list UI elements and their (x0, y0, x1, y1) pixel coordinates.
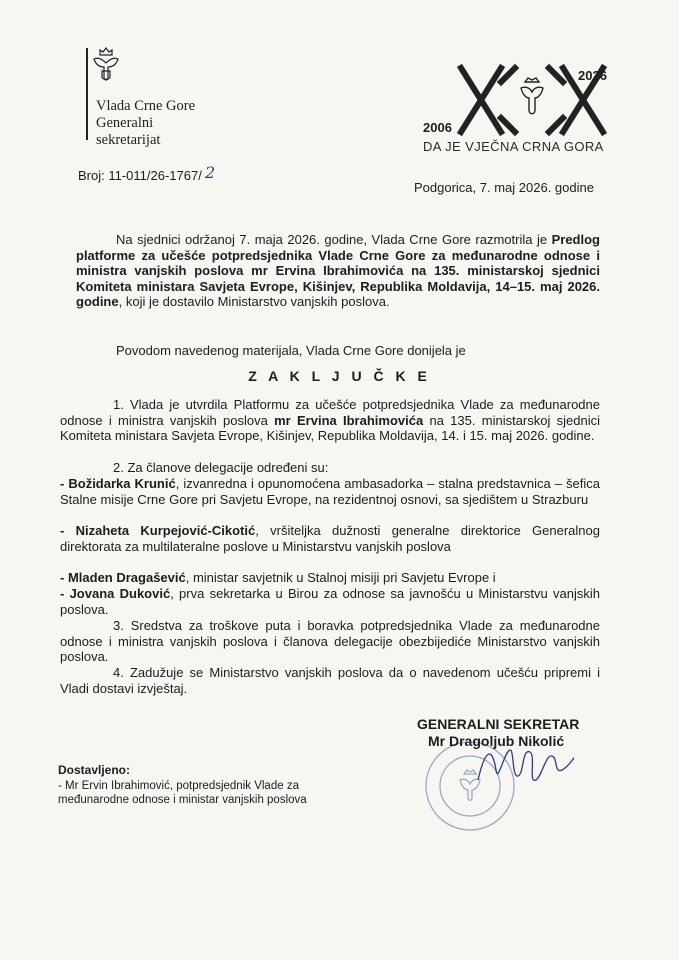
org-name-line2: Generalni (96, 115, 154, 131)
org-name-line3: sekretarijat (96, 132, 161, 148)
delegate-name: Nizaheta Kurpejović-Cikotić (75, 523, 256, 538)
intro-text-end: , koji je dostavilo Ministarstvo vanjskih poslova. (118, 294, 390, 310)
delegate-dash: - (60, 586, 70, 601)
conclusion-1-text-end: na 135. ministarskoj sjednici Komiteta ministara Savjeta Evrope, Kišinjev, Republika Moldavija, 14. i 15. maj 2026. godine. (60, 412, 600, 444)
delivery-recipient-line1: - Mr Ervin Ibrahimović, potpredsjednik Vlade za (58, 780, 299, 792)
delegate-description: , ministar savjetnik u Stalnoj misiji pri Savjetu Evrope i (185, 570, 496, 585)
signatory-title: GENERALNI SEKRETAR (417, 716, 580, 732)
logo-year-2006: 2006 (423, 120, 452, 135)
intro-paragraph (76, 232, 600, 310)
delegate-item (60, 586, 600, 617)
document-number: Broj: 11-011/26-1767/ (78, 168, 202, 183)
delegate-item (60, 523, 600, 554)
delegate-name: Božidarka Krunić (68, 476, 176, 491)
delivery-recipient-line2: međunarodne odnose i ministar vanjskih poslova (58, 794, 307, 806)
delegate-name: Mladen Dragašević (67, 570, 186, 585)
conclusions-title: Z A K L J U Č K E (248, 368, 431, 384)
conclusion-1-name: mr Ervina Ibrahimovića (274, 412, 424, 428)
document-number-handwritten: 2 (205, 163, 216, 182)
document-date: Podgorica, 7. maj 2026. godine (414, 180, 594, 195)
logo-year-2026: 2026 (578, 68, 607, 83)
intro-text-start: Na sjednici održanoj 7. maja 2026. godine, Vlada Crne Gore razmotrila je (116, 232, 552, 247)
conclusion-2: 2. Za članove delegacije određeni su: (113, 460, 329, 475)
delegate-dash: - (60, 570, 68, 585)
intro-subject: Predlog platforme za učešće potpredsjednika Vlade Crne Gore za međunarodne odnose i ministra vanjskih poslova mr Ervina Ibrahimovića na 135. ministarskoj sjednici Komiteta ministara Savjeta Evrope, Kišinjev, Republika Moldavija, 14–15. maj 2026. godine (76, 232, 600, 310)
delegate-description: , izvanredna i opunomoćena ambasadorka – stalna predstavnica – šefica Stalne misije Crne Gore pri Savjetu Evrope, na rezidentnoj osnovi, sa sjedištem u Strazburu (60, 476, 600, 507)
conclusion-3: 3. Sredstva za troškove puta i boravka potpredsjednika Vlade za međunarodne odnose i ministra vanjskih poslova i članova delegacije obezbijediće Ministarstvo vanjskih poslova. (60, 618, 600, 665)
intro-paragraph-2: Povodom navedenog materijala, Vlada Crne Gore donijela je (116, 343, 466, 358)
conclusion-1 (60, 397, 600, 444)
delivery-recipient (58, 779, 307, 807)
delegate-name: Jovana Duković (69, 586, 171, 601)
delegate-item (60, 476, 600, 507)
crest-icon (521, 78, 543, 114)
logo-motto: DA JE VJEČNA CRNA GORA (423, 139, 604, 154)
delegate-dash: - (60, 476, 69, 491)
conclusion-1-text-start: 1. Vlada je utvrdila Platformu za učešće potpredsjednika Vlade za međunarodne odnose i ministra vanjskih poslova (60, 397, 600, 428)
coat-of-arms-icon (86, 45, 126, 87)
signatory-name: Mr Dragoljub Nikolić (428, 733, 565, 749)
delegate-description: , vršiteljka dužnosti generalne direktorice Generalnog direktorata za multilateralne poslove u Ministarstvu vanjskih poslova (60, 523, 600, 554)
delegate-item (60, 570, 600, 586)
conclusion-4: 4. Zadužuje se Ministarstvo vanjskih poslova da o navedenom učešću pripremi i Vladi dostavi izvještaj. (60, 665, 600, 696)
delegate-description: , prva sekretarka u Birou za odnose sa javnošću u Ministarstvu vanjskih poslova. (60, 586, 600, 617)
delivery-heading: Dostavljeno: (58, 763, 131, 777)
org-name-line1: Vlada Crne Gore (96, 98, 196, 114)
delegate-dash: - (60, 523, 76, 538)
